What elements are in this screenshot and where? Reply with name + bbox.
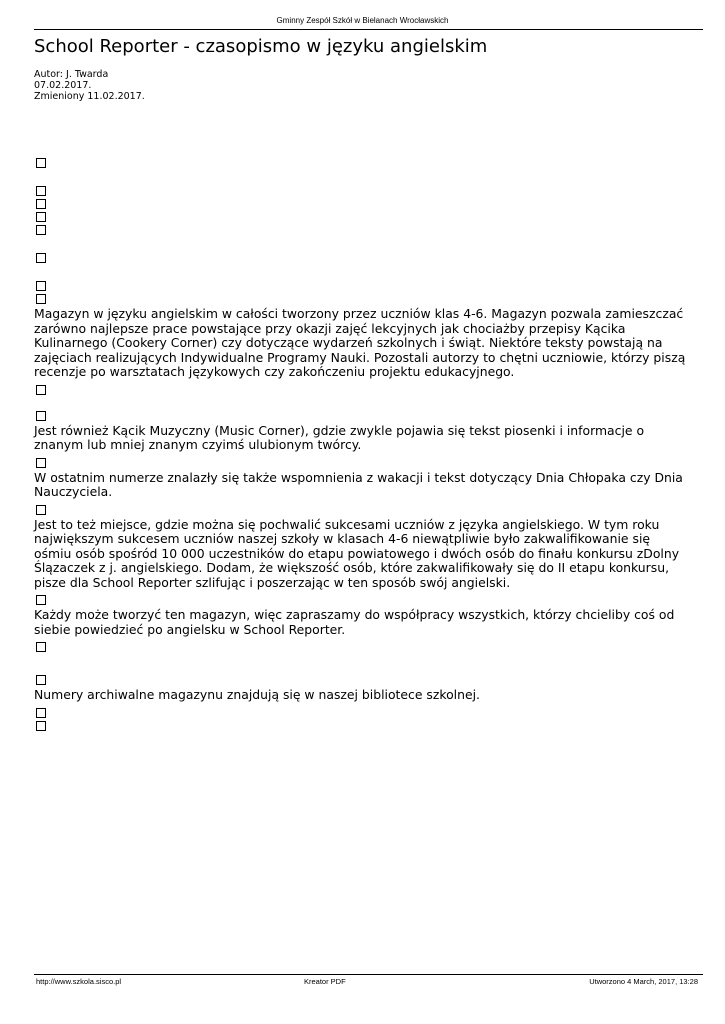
article-paragraph: Magazyn w języku angielskim w całości tworzony przez uczniów klas 4-6. Magazyn pozwala zamieszczać zarówno najlepsze prace powstające przy okazji zajęć lekcyjnych jak chociażby przepisy Kącika Kulinarnego (Cookery Corner) czy dotyczące wydarzeń szkolnych i świąt. Niektóre teksty powstają na zajęciach realizujących Indywidualne Programy Nauki. Pozostali autorzy to chętni uczniowie, którzy piszą recenzje po warsztatach językowych czy zakończeniu projektu edukacyjnego.: [34, 306, 686, 379]
broken-image-icon: [36, 595, 46, 605]
broken-image-icon: [36, 294, 46, 304]
article-body: [34, 155, 686, 731]
broken-image-icon: [36, 212, 46, 222]
created-timestamp: Utworzono 4 March, 2017, 13:28: [589, 977, 698, 986]
article-title: School Reporter - czasopismo w języku angielskim: [34, 36, 488, 57]
broken-image-icon: [36, 675, 46, 685]
site-url-link[interactable]: http://www.szkola.sisco.pl: [36, 977, 122, 986]
article-modified: Zmieniony 11.02.2017.: [34, 91, 145, 102]
article-meta: [34, 69, 145, 102]
header-divider: [34, 29, 703, 30]
broken-image-icon: [36, 458, 46, 468]
article-paragraph: Numery archiwalne magazynu znajdują się w naszej bibliotece szkolnej.: [34, 687, 480, 702]
broken-image-icon: [36, 186, 46, 196]
broken-image-icon: [36, 385, 46, 395]
article-paragraph: Jest również Kącik Muzyczny (Music Corner), gdzie zwykle pojawia się tekst piosenki i informacje o znanym lub mniej znanym czyimś ulubionym twórcy.: [34, 422, 645, 452]
broken-image-icon: [36, 642, 46, 652]
article-date: 07.02.2017.: [34, 80, 92, 91]
broken-image-icon: [36, 708, 46, 718]
article-paragraph: Każdy może tworzyć ten magazyn, więc zapraszamy do współpracy wszystkich, którzy chcieliby coś od siebie powiedzieć po angielsku w School Reporter.: [34, 607, 675, 637]
broken-image-icon: [36, 199, 46, 209]
pdf-generator-label: Kreator PDF: [304, 977, 346, 986]
broken-image-icon: [36, 253, 46, 263]
article-author: Autor: J. Twarda: [34, 69, 109, 80]
article-paragraph: W ostatnim numerze znalazły się także wspomnienia z wakacji i tekst dotyczący Dnia Chłopaka czy Dnia Nauczyciela.: [34, 469, 683, 499]
page-footer: [36, 977, 698, 987]
article-paragraph: Jest to też miejsce, gdzie można się pochwalić sukcesami uczniów z języka angielskiego. W tym roku największym sukcesem uczniów naszej szkoły w klasach 4-6 niewątpliwie było zakwalifikowanie się ośmiu osób spośród 10 000 uczestników do etapu powiatowego i dwóch osób do finału konkursu zDolny Ślązaczek z j. angielskiego. Dodam, że większość osób, które zakwalifikowały się do II etapu konkursu, pisze dla School Reporter szlifując i poszerzając w ten sposób swój angielski.: [34, 516, 680, 590]
broken-image-icon: [36, 721, 46, 731]
broken-image-icon: [36, 158, 46, 168]
page-header: Gminny Zespół Szkół w Bielanach Wrocławskich: [276, 16, 449, 25]
broken-image-icon: [36, 505, 46, 515]
broken-image-icon: [36, 281, 46, 291]
footer-divider: [34, 974, 703, 975]
broken-image-icon: [36, 225, 46, 235]
broken-image-icon: [36, 411, 46, 421]
